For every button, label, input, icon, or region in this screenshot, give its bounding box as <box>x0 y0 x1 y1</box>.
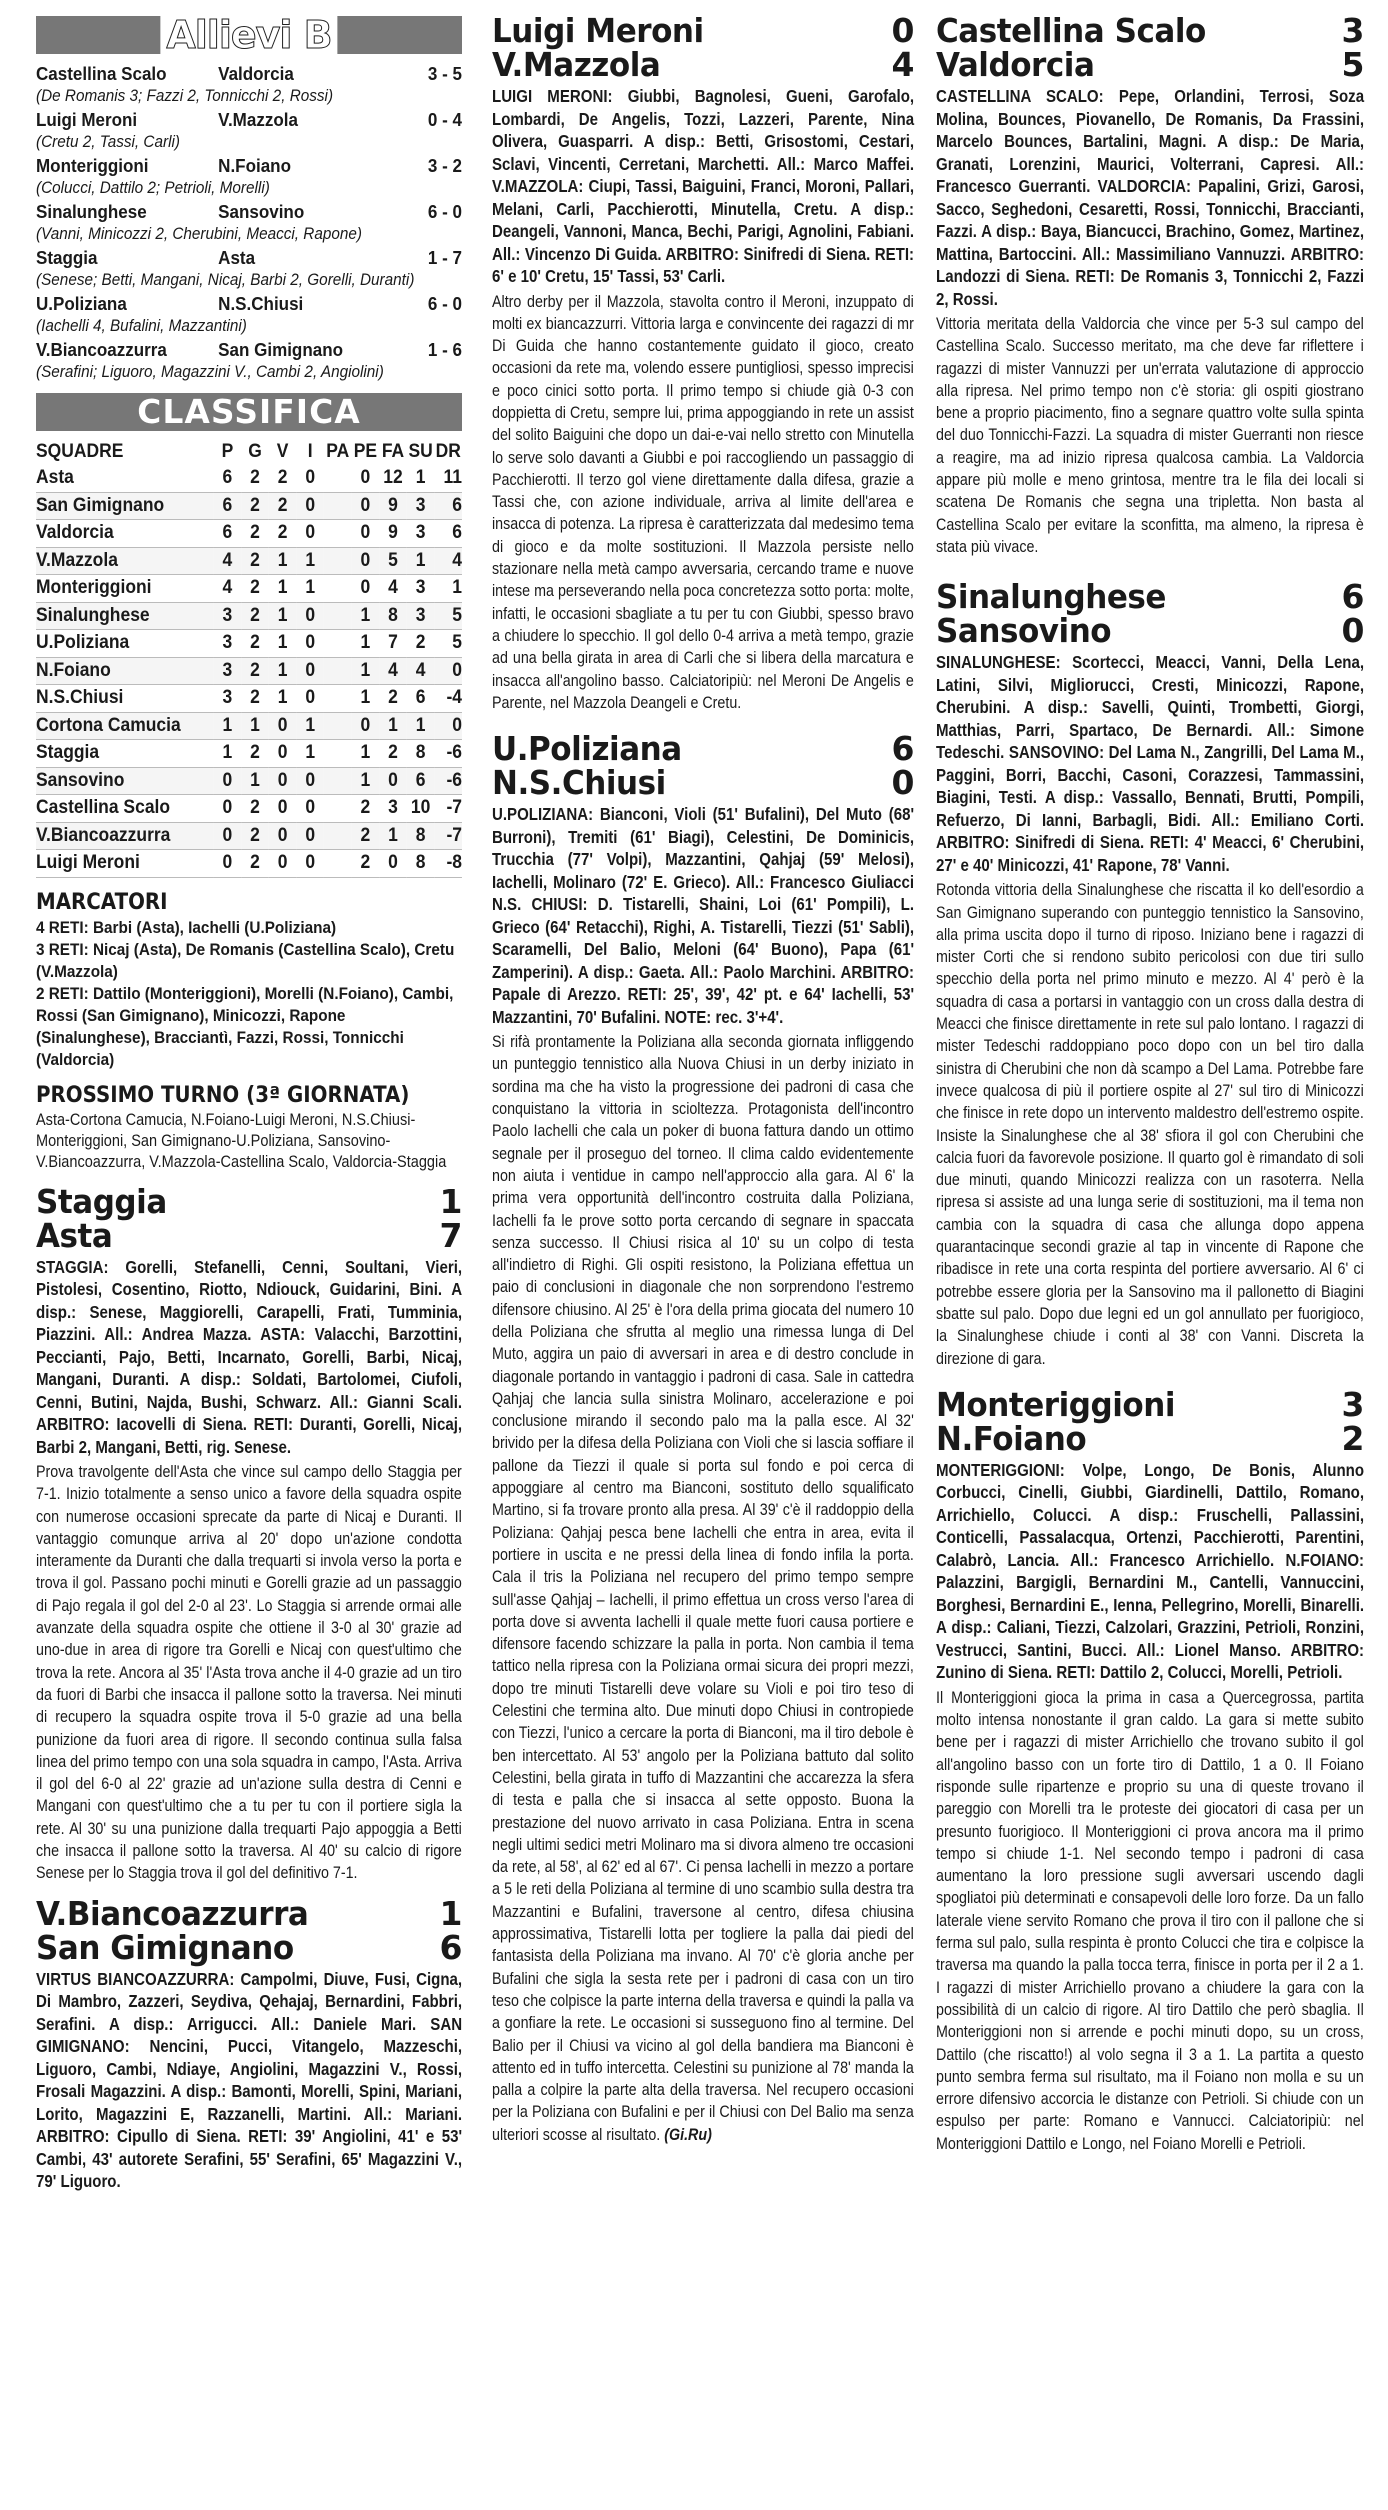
match-biancoazzurra-sangimignano <box>36 1893 463 2193</box>
standings-cell: 5 <box>434 630 462 658</box>
result-scorers: (Iachelli 4, Bufalini, Mazzantini) <box>36 316 247 335</box>
standings-cell: 3 <box>214 657 242 685</box>
standings-cell: 2 <box>241 492 269 520</box>
standings-row <box>36 657 462 685</box>
home-score: 1 <box>439 1181 462 1221</box>
result-away: Sansovino <box>218 201 305 222</box>
team-row <box>36 1215 462 1255</box>
home-score: 0 <box>891 11 914 50</box>
standings-cell: 0 <box>214 850 242 878</box>
standings-cell: 1 <box>241 767 269 795</box>
result-row <box>36 200 462 223</box>
standings-cell <box>324 520 352 548</box>
standings-cell: 1 <box>352 602 380 630</box>
standings-header-cell: I <box>307 441 313 462</box>
standings-cell: 1 <box>352 740 380 768</box>
standings-cell: 4 <box>434 547 462 575</box>
standings-cell: 6 <box>407 767 435 795</box>
standings-header-bar <box>36 393 462 431</box>
standings-team: Sinalunghese <box>36 602 214 630</box>
match-staggia-asta <box>36 1181 463 1885</box>
match-sinalunghese-sansovino <box>936 577 1365 1370</box>
team-row <box>936 611 1364 651</box>
standings-row <box>36 492 462 520</box>
standings-cell: 1 <box>269 685 297 713</box>
standings-cell: 3 <box>214 685 242 713</box>
result-score: 6 - 0 <box>427 293 463 314</box>
standings-cell: 0 <box>352 465 380 492</box>
match-report: Altro derby per il Mazzola, stavolta contro il Meroni, inzuppato di molti ex biancazzurri. Vittoria larga e convincente dei ragazzi di mr Di Guida che hanno costantemente guidato il gioco, creato occasioni da rete ma, volendo essere puntigliosi, spesso imprecisi e poco cinici sotto porta. Il primo tempo si chiude già 0-3 con doppietta di Cretu, sempre lui, prima appoggiando in rete un assist del solito Baiguini che dopo un dai-e-vai nello stretto con Minutella lo serve solo davanti a Giubbi e poi raccogliendo un passaggio di Pacchierotti. Il terzo gol viene direttamente dalla difesa, grazie a Tassi che, con azione individuale, arriva al limite dell'area e insacca di potenza. La ripresa è caratterizzata dal medesimo tema di gioco e da molte sostituzioni. Il Mazzola persiste nello stazionare nella metà campo avversaria, cercando trame e nuove intese ma perseverando nella poca concretezza sotto porta: molte, infatti, le occasioni sbagliate a tu per tu con Giubbi, spesso bravo a chiudere lo specchio. Il gol dello 0-4 arriva a metà tempo, grazie ad una bella girata in area di Carli che si libera della marcatura e insacca all'angolino basso. Calciatoripiù: nel Meroni De Angelis e Parente, nel Mazzola Deangeli e Cretu. <box>492 291 914 712</box>
standings-row <box>36 767 462 795</box>
standings-cell: 2 <box>241 740 269 768</box>
result-scorers: (Cretu 2, Tassi, Carli) <box>36 132 180 151</box>
home-team: U.Poliziana <box>492 729 682 769</box>
standings-cell: 0 <box>296 657 324 685</box>
standings-cell: 0 <box>214 767 242 795</box>
standings-cell: 2 <box>241 822 269 850</box>
standings-row <box>36 520 462 548</box>
result-scorers: (Colucci, Dattilo 2; Petrioli, Morelli) <box>36 178 270 197</box>
standings-cell: 2 <box>352 795 380 823</box>
standings-cell: 0 <box>352 492 380 520</box>
standings-title: CLASSIFICA <box>137 392 361 431</box>
standings-cell: 1 <box>214 712 242 740</box>
next-round-title: PROSSIMO TURNO (3ª GIORNATA) <box>36 1082 410 1108</box>
result-item <box>36 200 462 245</box>
standings-team: N.S.Chiusi <box>36 685 214 713</box>
home-score: 6 <box>891 729 914 769</box>
standings-cell: 1 <box>269 547 297 575</box>
match-castellina-valdorcia <box>936 11 1365 558</box>
result-item <box>36 292 462 337</box>
result-scorers: (Senese; Betti, Mangani, Nicaj, Barbi 2, Gorelli, Duranti) <box>36 270 415 289</box>
standings-cell: 2 <box>241 575 269 603</box>
scorers-title: MARCATORI <box>36 889 168 915</box>
standings-cell: 0 <box>214 822 242 850</box>
match-lineup: MONTERIGGIONI: Volpe, Longo, De Bonis, Alunno Corbucci, Cinelli, Giubbi, Giardinelli, Dattilo, Romano, Arrichiello, Colucci. A disp.: Fruschelli, Pallassini, Conticelli, Passalacqua, Ortenzi, Pacchierotti, Parentini, Calabrò, Lancia. All.: Francesco Arrichiello. N.FOIANO: Palazzini, Bargigli, Bernardini M., Cantelli, Vannuccini, Borghesi, Bernardini E., Ienna, Pellegrino, Morelli, Binarelli. A disp.: Caliani, Tiezzi, Calzolari, Grazzini, Petrioli, Ronzini, Vestrucci, Santini, Bucci. All.: Lionel Manso. ARBITRO: Zunino di Siena. RETI: Dattilo 2, Colucci, Morelli, Petrioli. <box>936 1459 1365 1683</box>
standings-cell: 8 <box>379 602 407 630</box>
standings-team: Castellina Scalo <box>36 795 214 823</box>
standings-cell: 2 <box>241 520 269 548</box>
standings-row <box>36 685 462 713</box>
away-score: 5 <box>1341 45 1364 84</box>
match-lineup: LUIGI MERONI: Giubbi, Bagnolesi, Gueni, Garofalo, Lombardi, De Angelis, Tozzi, Lazzeri, Parente, Nina Olivera, Guasparri. A disp.: Betti, Grisostomi, Cestari, Sclavi, Vincenti, Cerretani, Marchetti. All.: Marco Maffei. V.MAZZOLA: Ciupi, Tassi, Baiguini, Franci, Moroni, Pallari, Melani, Carli, Pacchierotti, Minutella, Cretu. A disp.: Deangeli, Vannoni, Manca, Bechi, Parigi, Agnolini, Fabiani. All.: Vincenzo Di Guida. ARBITRO: Sinifredi di Siena. RETI: 6' e 10' Cretu, 15' Tassi, 53' Carli. <box>492 86 915 286</box>
home-score: 1 <box>439 1893 462 1933</box>
scorers-list <box>36 917 462 1071</box>
result-home: Luigi Meroni <box>36 109 138 130</box>
team-row <box>936 577 1364 617</box>
standings-cell: 0 <box>352 712 380 740</box>
standings-team: Asta <box>36 465 214 492</box>
standings-cell: 1 <box>352 657 380 685</box>
standings-team: V.Mazzola <box>36 547 214 575</box>
standings-cell: 4 <box>214 547 242 575</box>
standings-team: N.Foiano <box>36 657 214 685</box>
match-monteriggioni-foiano <box>936 1384 1365 2155</box>
standings-cell: 6 <box>214 465 242 492</box>
standings-cell: 8 <box>407 850 435 878</box>
standings-cell <box>324 575 352 603</box>
standings-cell: 9 <box>379 492 407 520</box>
standings-cell: 1 <box>269 657 297 685</box>
result-scorers: (Serafini; Liguoro, Magazzini V., Cambi 2, Angiolini) <box>36 362 384 381</box>
standings-cell: 4 <box>407 657 435 685</box>
standings-cell: 2 <box>379 740 407 768</box>
result-item <box>36 246 462 291</box>
standings-header-cell: V <box>276 441 289 462</box>
standings-cell: 6 <box>434 520 462 548</box>
team-row <box>36 1893 462 1933</box>
standings-table <box>36 439 462 878</box>
standings-header-cell: P <box>221 441 234 462</box>
standings-cell: 2 <box>241 850 269 878</box>
match-lineup: U.POLIZIANA: Bianconi, Violi (51' Bufalini), Del Muto (68' Burroni), Tremiti (61' Biagi), Celestini, De Dominicis, Trucchia (77' Volpi), Mazzantini, Qahjaj (59' Melosi), Iachelli, Molinaro (72' E. Grieco). All.: Francesco Giuliacci N.S. CHIUSI: D. Tistarelli, Shaini, Loi (61' Pompili), L. Grieco (64' Retacchi), Righi, A. Tistarelli, Tiezzi (51' Sabli), Scaramelli, Del Balio, Meloni (64' Buono), Papa (61' Zamperini). A disp.: Gaeta. All.: Paolo Marchini. ARBITRO: Papale di Arezzo. RETI: 25', 39', 42' pt. e 64' Iachelli, 53' Mazzantini, 70' Bufalini. NOTE: rec. 3'+4'. <box>492 804 915 1027</box>
result-row <box>36 154 462 177</box>
standings-header-cell: G <box>248 441 262 462</box>
standings-cell: 0 <box>352 520 380 548</box>
standings-cell: 3 <box>407 602 435 630</box>
next-round-text: Asta-Cortona Camucia, N.Foiano-Luigi Meroni, N.S.Chiusi-Monteriggioni, San Gimignano-U.Poliziana, Sansovino-V.Biancoazzurra, V.Mazzola-Castellina Scalo, Valdorcia-Staggia <box>36 1110 447 1171</box>
standings-cell <box>324 822 352 850</box>
standings-cell: 0 <box>352 547 380 575</box>
result-row <box>36 338 462 361</box>
result-away: N.S.Chiusi <box>218 293 304 314</box>
standings-cell <box>324 850 352 878</box>
standings-cell: 1 <box>241 712 269 740</box>
standings-cell: 2 <box>241 630 269 658</box>
scorer-line: 4 RETI: Barbi (Asta), Iachelli (U.Poliziana) <box>36 917 337 937</box>
result-home: Castellina Scalo <box>36 63 167 84</box>
standings-cell: 2 <box>241 602 269 630</box>
standings-row <box>36 740 462 768</box>
standings-cell: 0 <box>296 630 324 658</box>
standings-row <box>36 465 462 492</box>
team-row <box>36 1181 462 1221</box>
standings-cell: 0 <box>296 767 324 795</box>
standings-header-cell: SQUADRE <box>36 441 124 462</box>
match-report: Vittoria meritata della Valdorcia che vince per 5-3 sul campo del Castellina Scalo. Successo meritato, ma che deve far riflettere i ragazzi di mister Vannuzzi per un'errata valutazione di approccio alla ripresa. Nel primo tempo non c'è storia: gli ospiti giostrano bene a proprio piacimento, fino a segnare quattro volte sulla spinta del duo Tonnicchi-Fazzi. La squadra di mister Guerranti non riesce a reagire, ma ad inizio ripresa qualcosa cambia. La Valdorcia appare più molle e meno grintosa, mentre tra le fila dei locali si scatena De Romanis che segna una tripletta. Non basta al Castellina Scalo per evitare la sconfitta, ma almeno, la ripresa è stata più vivace. <box>936 314 1364 556</box>
result-home: Sinalunghese <box>36 201 147 222</box>
standings-team: Staggia <box>36 740 214 768</box>
standings-cell: 0 <box>269 795 297 823</box>
column-middle <box>492 11 915 2146</box>
home-team: Castellina Scalo <box>936 11 1206 50</box>
standings-cell: 0 <box>296 822 324 850</box>
standings-cell: -8 <box>434 850 462 878</box>
standings-header-row <box>36 439 462 465</box>
standings-cell: 4 <box>379 575 407 603</box>
result-away: Valdorcia <box>218 63 294 84</box>
standings-team: V.Biancoazzurra <box>36 822 214 850</box>
standings-cell: 7 <box>379 630 407 658</box>
team-row <box>936 1418 1364 1458</box>
standings-row <box>36 850 462 878</box>
away-team: Asta <box>36 1215 113 1255</box>
result-away: V.Mazzola <box>218 109 298 130</box>
section-header-bar <box>36 13 462 57</box>
standings-cell: 1 <box>352 630 380 658</box>
standings-row <box>36 712 462 740</box>
away-team: V.Mazzola <box>492 45 661 84</box>
standings-cell <box>324 685 352 713</box>
match-meroni-mazzola <box>492 11 915 714</box>
section-title: Allievi B <box>160 16 337 54</box>
result-away: N.Foiano <box>218 155 291 176</box>
away-team: Valdorcia <box>936 45 1095 84</box>
away-team: San Gimignano <box>36 1927 294 1967</box>
standings-cell <box>324 547 352 575</box>
standings-cell: 1 <box>352 685 380 713</box>
result-score: 3 - 5 <box>427 63 463 84</box>
result-row <box>36 62 462 85</box>
standings-cell: 8 <box>407 822 435 850</box>
standings-cell: 0 <box>379 850 407 878</box>
standings-cell: 0 <box>434 712 462 740</box>
team-row <box>492 11 914 50</box>
away-team: Sansovino <box>936 611 1112 651</box>
standings-cell: 1 <box>379 822 407 850</box>
standings-cell: 2 <box>352 850 380 878</box>
results-list <box>36 62 462 383</box>
standings-cell: -6 <box>434 740 462 768</box>
result-score: 6 - 0 <box>427 201 463 222</box>
standings-cell: 1 <box>269 575 297 603</box>
standings-row <box>36 547 462 575</box>
home-score: 3 <box>1341 1384 1364 1424</box>
standings-header-cell: PE <box>353 441 378 462</box>
team-row <box>492 45 914 84</box>
result-score: 1 - 6 <box>427 339 463 360</box>
standings-cell: 0 <box>379 767 407 795</box>
scorer-line: 3 RETI: Nicaj (Asta), De Romanis (Castellina Scalo), Cretu (V.Mazzola) <box>36 939 455 981</box>
standings-cell: 3 <box>379 795 407 823</box>
away-score: 6 <box>439 1927 462 1967</box>
standings-row <box>36 630 462 658</box>
standings-cell: 0 <box>296 602 324 630</box>
match-lineup: STAGGIA: Gorelli, Stefanelli, Cenni, Soultani, Vieri, Pistolesi, Cosentino, Riotto, Ndiouck, Guidarini, Bini. A disp.: Senese, Maggiorelli, Carapelli, Frati, Tumminia, Piazzini. All.: Andrea Mazza. ASTA: Valacchi, Barzottini, Peccianti, Pajo, Betti, Incarnato, Gorelli, Barbi, Nicaj, Mangani, Duranti. A disp.: Soldati, Bartolomei, Ciufoli, Cenni, Butini, Najda, Bushi, Schwarz. All.: Gianni Scali. ARBITRO: Iacovelli di Siena. RETI: Duranti, Gorelli, Nicaj, Barbi 2, Mangani, Betti, rig. Senese. <box>36 1256 463 1457</box>
away-team: N.Foiano <box>936 1418 1087 1458</box>
home-score: 3 <box>1341 11 1364 50</box>
standings-cell: 6 <box>434 492 462 520</box>
team-row <box>492 763 914 803</box>
standings-cell: 2 <box>241 465 269 492</box>
standings-header-cell: FA <box>381 441 405 462</box>
standings-cell <box>324 795 352 823</box>
match-report: Rotonda vittoria della Sinalunghese che riscatta il ko dell'esordio a San Gimignano superando con punteggio tennistico la Sansovino, alla prima uscita dopo il turno di riposo. Iniziano bene i ragazzi di mister Corti che si rendono subito pericolosi con due tiri sullo specchio della porta nel primo minuto e mezzo. Al 4' però è la squadra di casa a portarsi in vantaggio con un cross dalla destra di Meacci che finisce direttamente in rete sul palo lontano. I ragazzi di mister Tedeschi raddoppiano poco dopo con un bel tiro dalla sinistra di Cherubini che non dà scampo a Del Lama. Potrebbe fare invece qualcosa di più il portiere ospite al 27' sul tiro di Minicozzi che finisce in rete dopo un intervento maldestro dell'estremo ospite. Insiste la Sinalunghese che al 38' sfiora il gol con Cherubini che calcia fuori da favorevole posizione. Il quarto gol è rimandato di soli due minuti, quando Minicozzi realizza con un rasoterra. Nella ripresa si assiste ad una lunga serie di sostituzioni, ma il tema non cambia con la squadra di casa che allunga dopo appena quarantacinque secondi grazie al tap in vincente di Rapone che ribadisce in rete una corta respinta del portiere avversario. Al 6' ci potrebbe essere gloria per la Sansovino ma il pallonetto di Biagini sbatte sul palo. Dopo due legni ed un gol annullato per fuorigioco, la Sinalunghese chiude i conti al 38' con Vanni. Discreta la direzione di gara. <box>936 880 1364 1368</box>
standings-cell <box>324 767 352 795</box>
match-lineup: SINALUNGHESE: Scortecci, Meacci, Vanni, Della Lena, Latini, Silvi, Migliorucci, Cresti, Minicozzi, Rapone, Cherubini. A disp.: Savelli, Quinti, Trombetti, Giorgi, Matthias, Parri, Spartaco, De Bernardi. All.: Simone Tedeschi. SANSOVINO: Del Lama N., Zangrilli, Del Lama M., Paggini, Borri, Bacchi, Casoni, Corazzesi, Tammassini, Biagini, Testi. A disp.: Vassallo, Bennati, Brutti, Pompili, Refuerzo, Di Ianni, Barbagli, Bidi. All.: Emiliano Corti. ARBITRO: Sinifredi di Siena. RETI: 4' Meacci, 6' Cherubini, 27' e 40' Minicozzi, 41' Rapone, 78' Vanni. <box>936 652 1365 875</box>
standings-team: San Gimignano <box>36 492 214 520</box>
match-report <box>492 1031 914 2146</box>
result-scorers: (De Romanis 3; Fazzi 2, Tonnicchi 2, Rossi) <box>36 86 334 105</box>
team-row <box>936 1384 1364 1424</box>
standings-cell: -4 <box>434 685 462 713</box>
standings-cell: 12 <box>379 465 407 492</box>
home-team: Luigi Meroni <box>492 11 704 50</box>
result-item <box>36 154 462 199</box>
result-item <box>36 108 462 153</box>
standings-cell: 0 <box>434 657 462 685</box>
standings-cell: 6 <box>214 520 242 548</box>
standings-cell: 0 <box>296 465 324 492</box>
standings-cell: 1 <box>296 712 324 740</box>
standings-cell: 3 <box>214 602 242 630</box>
standings-header-cell: DR <box>435 441 461 462</box>
standings-team: Sansovino <box>36 767 214 795</box>
result-home: Monteriggioni <box>36 155 149 176</box>
standings-cell: 3 <box>407 492 435 520</box>
away-score: 2 <box>1341 1418 1364 1458</box>
result-away: San Gimignano <box>218 339 343 360</box>
column-right <box>936 11 1365 2155</box>
standings-cell: 1 <box>379 712 407 740</box>
column-left <box>36 13 463 2193</box>
result-score: 1 - 7 <box>427 247 463 268</box>
standings-cell: 2 <box>241 657 269 685</box>
signature: (Gi.Ru) <box>664 2124 712 2144</box>
standings-cell: 0 <box>269 822 297 850</box>
standings-team: Monteriggioni <box>36 575 214 603</box>
standings-cell: 3 <box>214 630 242 658</box>
standings-cell <box>324 465 352 492</box>
standings-cell: 1 <box>407 547 435 575</box>
result-home: U.Poliziana <box>36 293 127 314</box>
standings-row <box>36 822 462 850</box>
standings-cell: 4 <box>379 657 407 685</box>
standings-cell: 0 <box>269 767 297 795</box>
standings-cell <box>324 740 352 768</box>
result-item <box>36 62 462 107</box>
standings-cell <box>324 712 352 740</box>
standings-cell: 0 <box>352 575 380 603</box>
standings-cell <box>324 657 352 685</box>
standings-cell: 2 <box>269 465 297 492</box>
team-row <box>492 729 914 769</box>
standings-cell: 6 <box>407 685 435 713</box>
standings-cell: 0 <box>214 795 242 823</box>
standings-cell: 2 <box>241 795 269 823</box>
standings-cell <box>324 630 352 658</box>
match-report: Prova travolgente dell'Asta che vince sul campo dello Staggia per 7-1. Inizio totalmente a senso unico a favore della squadra ospite con numerose occasioni sprecate da parte di Nicaj e Duranti. Il vantaggio comunque arriva al 20' dopo un'azione condotta interamente da Duranti che dalla trequarti si invola verso la porta e trova il gol. Passano pochi minuti e Gorelli grazie ad un passaggio di Pajo regala il gol del 2-0 al 23'. Lo Staggia si arrende ormai alle avanzate della squadra ospite che ottiene il 3-0 al 30' grazie ad uno-due in area di rigore tra Gorelli e Nicaj con quest'ultimo che trova la rete. Ancora al 35' l'Asta trova anche il 4-0 grazie ad un tiro da fuori di Barbi che insacca il pallone sotto la traversa. Nei minuti di recupero la squadra ospite trova il 5-0 grazie ad una bella punizione da fuori area di rigore. Il secondo continua sulla falsa linea del primo tempo con una sola squadra in campo, l'Asta. Arriva il gol del 6-0 al 22' grazie ad un'azione sulla destra di Cenni e Mangani con quest'ultimo che a tu per tu con il portiere sigla la rete. Al 30' su una punizione dalla trequarti Pajo appoggia a Betti che insacca il pallone sotto la traversa. Al 40' su calcio di rigore Senese per lo Staggia trova il gol del definitivo 7-1. <box>36 1462 462 1883</box>
standings-cell: 2 <box>379 685 407 713</box>
away-score: 7 <box>439 1215 462 1255</box>
standings-cell: 0 <box>296 685 324 713</box>
standings-row <box>36 575 462 603</box>
standings-team: Luigi Meroni <box>36 850 214 878</box>
standings-cell: 10 <box>407 795 435 823</box>
home-team: V.Biancoazzurra <box>36 1893 309 1933</box>
standings-cell: 0 <box>296 850 324 878</box>
standings-cell: 1 <box>407 465 435 492</box>
result-row <box>36 108 462 131</box>
result-home: Staggia <box>36 247 98 268</box>
standings-cell: 0 <box>296 492 324 520</box>
standings-cell <box>324 602 352 630</box>
standings-row <box>36 795 462 823</box>
away-score: 0 <box>891 763 914 803</box>
standings-cell: 8 <box>407 740 435 768</box>
home-team: Sinalunghese <box>936 577 1166 617</box>
standings-cell: 9 <box>379 520 407 548</box>
standings-cell: 1 <box>296 547 324 575</box>
standings-cell: 0 <box>296 795 324 823</box>
scorer-line: 2 RETI: Dattilo (Monteriggioni), Morelli (N.Foiano), Cambi, Rossi (San Gimignano), Minicozzi, Rapone (Sinalunghese), Bracciantì, Fazzi, Rossi, Tonnicchi (Valdorcia) <box>36 983 454 1069</box>
standings-row <box>36 602 462 630</box>
standings-team: Valdorcia <box>36 520 214 548</box>
match-report: Il Monteriggioni gioca la prima in casa a Quercegrossa, partita molto intensa nonostante il gran caldo. La gara si mette subito bene per i ragazzi di mister Arrichiello che trovano subito il gol all'angolino basso con un forte tiro di Dattilo, 1 a 0. Il Foiano risponde sulle ripartenze e proprio su una di queste trovano il pareggio con Morelli tra le proteste dei giocatori di casa per un presunto fuorigioco. Il Monteriggioni ci prova ancora ma il primo tempo si chiude 1-1. Nel secondo tempo i padroni di casa aumentano la loro pressione sugli avversari uscendo dagli spogliatoi più determinati e consapevoli delle loro forze. Da un fallo laterale viene servito Romano che prova il tiro con il pallone che si ferma sul palo, sulla respinta è pronto Colucci che tira e colpisce la traversa ma quando la palla tocca terra, finisce in porta per il 2 a 1. I ragazzi di mister Arrichiello provano a chiudere la gara con la possibilità di un calcio di rigore. Al tiro Dattilo che però sbaglia. Il Monteriggioni non si arrende e pochi minuti dopo, su un cross, Dattilo (che riscatto!) al volo segna il 3 a 1. La partita a questo punto sembra ferma sul risultato, ma il Foiano non molla e su un errore difensivo accorcia le distanze con Petrioli. Si chiude con un espulso per parte: Romano e Vannucci. Calciatoripiù: nel Monteriggioni Dattilo e Longo, nel Foiano Morelli e Petrioli. <box>936 1687 1364 2153</box>
result-score: 3 - 2 <box>427 155 463 176</box>
team-row <box>936 11 1364 50</box>
standings-cell: 1 <box>434 575 462 603</box>
standings-cell: 0 <box>269 850 297 878</box>
standings-cell: 11 <box>434 465 462 492</box>
standings-cell: 2 <box>407 630 435 658</box>
standings-cell: 2 <box>241 685 269 713</box>
result-score: 0 - 4 <box>427 109 463 130</box>
standings-cell: -7 <box>434 795 462 823</box>
standings-team: U.Poliziana <box>36 630 214 658</box>
standings-cell: 3 <box>407 575 435 603</box>
standings-cell: 1 <box>296 575 324 603</box>
standings-cell: 3 <box>407 520 435 548</box>
match-poliziana-chiusi <box>492 729 915 2146</box>
standings-cell: 6 <box>214 492 242 520</box>
standings-cell: 0 <box>296 520 324 548</box>
result-home: V.Biancoazzurra <box>36 339 167 360</box>
result-away: Asta <box>218 247 256 268</box>
standings-cell: 1 <box>352 767 380 795</box>
match-lineup: VIRTUS BIANCOAZZURRA: Campolmi, Diuve, Fusi, Cigna, Di Mambro, Zazzeri, Seydiva, Qehajaj, Bernardini, Fabbri, Serafini. A disp.: Arrigucci. All.: Daniele Mari. SAN GIMIGNANO: Nencini, Pucci, Vitangelo, Mazzeschi, Liguoro, Cambi, Ndiaye, Angiolini, Magazzini V., Rossi, Frosali Magazzini. A disp.: Bamonti, Morelli, Spini, Mariani, Lorito, Magazzini E, Razzanelli, Martini. All.: Mariani. ARBITRO: Cipullo di Siena. RETI: 39' Angiolini, 41' e 53' Cambi, 43' autorete Serafini, 55' Serafini, 65' Magazzini V., 79' Liguoro. <box>36 1968 463 2192</box>
standings-cell: 5 <box>379 547 407 575</box>
team-row <box>36 1927 462 1967</box>
home-team: Staggia <box>36 1181 167 1221</box>
result-row <box>36 292 462 315</box>
match-lineup: CASTELLINA SCALO: Pepe, Orlandini, Terrosi, Soza Molina, Bounces, Piovanello, De Romanis, Da Frassini, Marcelo Bounces, Bartalini, Magni. A disp.: De Maria, Granati, Lorenzini, Maurici, Volterrani, Capresi. All.: Francesco Guerranti. VALDORCIA: Papalini, Grizi, Garosi, Sacco, Seghedoni, Cesaretti, Rossi, Tonnicchi, Braccianti, Fazzi. A disp.: Baya, Biancucci, Brachino, Gomez, Martinez, Mattina, Bartoccini. All.: Massimiliano Vannuzzi. ARBITRO: Landozzi di Siena. RETI: De Romanis 3, Tonnicchi 2, Fazzi 2, Rossi. <box>936 86 1365 309</box>
standings-cell: -6 <box>434 767 462 795</box>
team-row <box>936 45 1364 84</box>
standings-cell: 2 <box>269 520 297 548</box>
standings-cell: 0 <box>269 740 297 768</box>
away-score: 4 <box>891 45 914 84</box>
standings-cell: 1 <box>296 740 324 768</box>
home-score: 6 <box>1341 577 1364 617</box>
standings-cell: -7 <box>434 822 462 850</box>
standings-cell: 1 <box>407 712 435 740</box>
standings-team: Cortona Camucia <box>36 712 214 740</box>
standings-cell: 2 <box>241 547 269 575</box>
standings-header-cell: SU <box>408 441 433 462</box>
standings-cell: 1 <box>214 740 242 768</box>
report-text: Si rifà prontamente la Poliziana alla seconda giornata infliggendo un punteggio tennistico alla Nuova Chiusi in un derby iniziato in sordina ma che ha visto la progressione dei padroni di casa che conquistano la vittoria in scioltezza. Protagonista dell'incontro Paolo Iachelli che cala un poker di buona fattura dando un ottimo segnale per il proseguo del torneo. Il clima caldo evidentemente non aiuta i ventidue in campo nell'approccio alla gara. Al 6' la prima vera opportunità dell'incontro costruita dalla Poliziana, Iachelli fa le prove sotto porta cercando di segnare in spaccata senza successo. Il Chiusi risica al 10' su un colpo di testa all'indietro di Righi. Gli ospiti resistono, la Poliziana effettua un paio di conclusioni in diagonale che non sorprendono l'estremo difensore chiusino. Al 25' è l'ora della prima giocata del numero 10 della Poliziana che sfrutta al meglio una rimessa lunga di Del Muto, aggira un paio di avversari in area e di destro conclude in diagonale portando in vantaggio i padroni di casa. Sale in cattedra Qahjaj che lancia sulla sinistra Molinaro, accelerazione e poi conclusione mirando il secondo palo ma la palla esce. Al 32' brivido per la difesa della Poliziana con Violi che si lascia soffiare il pallone da Tiezzi il quale si porta sul fondo e poi cerca di appoggiare al centro ma Bianconi, sostituto dello squalificato Martino, si fa trovare pronto alla presa. Al 39' c'è il raddoppio della Poliziana: Qahjaj pesca bene Iachelli che entra in area, evita il portiere in uscita e ne pressi della linea di fondo infila la porta. Cala il tris la Poliziana nel recupero del primo tempo sempre sull'asse Qahjaj – Iachelli, il primo effettua un cross verso l'area di porta dove si avventa Iachelli il quale mette fuori causa portiere e difensore facendo schizzare la palla in porta. Non cambia il tema tattico nella ripresa con la Poliziana ormai sicura dei propri mezzi, dopo tre minuti Tistarelli deve volare su Violi e poi tiro teso di Celestini che termina alto. Due minuti dopo Chiusi in contropiede con Tiezzi, l'unico a cercare la porta di Bianconi, ma il tiro debole è ben intercettato. Al 53' angolo per la Poliziana battuto dal solito Celestini, bella girata in tuffo di Mazzantini che accarezza la sfera di testa e palla che si insacca al sette opposto. Buona la prestazione del nuovo arrivato in casa Poliziana. Entra in scena negli ultimi sedici metri Molinaro ma si divora almeno tre occasioni da rete, al 58', al 62' ed al 67'. Ci pensa Iachelli in mezzo a portare a 5 le reti della Poliziana al termine di uno scambio sulla destra tra Mazzantini e Bufalini, traversone al centro, difesa chiusina approssimativa, Tistarelli lotta per togliere la palla dai piedi del fantasista della Poliziana ma invano. Al 70' c'è gloria anche per Bufalini che sigla la sesta rete per i padroni di casa con un tiro teso che colpisce la parte interna della traversa e quindi la palla va a gonfiare la rete. Le occasioni si susseguono fino al termine. Del Balio per il Chiusi va vicino al gol della bandiera ma Bianconi è attento ed in tuffo intercetta. Celestini su punizione al 78' manda la palla a colpire la parte alta della traversa. Nel recupero occasioni per la Poliziana con Bufalini e per il Chiusi con Del Balio ma senza ulteriori scosse al risultato. <box>492 1032 914 2144</box>
result-item <box>36 338 462 383</box>
standings-cell: 5 <box>434 602 462 630</box>
standings-cell <box>324 492 352 520</box>
standings-cell: 0 <box>269 712 297 740</box>
result-scorers: (Vanni, Minicozzi 2, Cherubini, Meacci, Rapone) <box>36 224 362 243</box>
away-score: 0 <box>1341 611 1364 651</box>
standings-cell: 1 <box>269 630 297 658</box>
standings-header-cell: PA <box>326 441 350 462</box>
standings-cell: 2 <box>269 492 297 520</box>
standings-cell: 4 <box>214 575 242 603</box>
result-row <box>36 246 462 269</box>
away-team: N.S.Chiusi <box>492 763 666 803</box>
home-team: Monteriggioni <box>936 1384 1176 1424</box>
standings-cell: 2 <box>352 822 380 850</box>
standings-cell: 1 <box>269 602 297 630</box>
